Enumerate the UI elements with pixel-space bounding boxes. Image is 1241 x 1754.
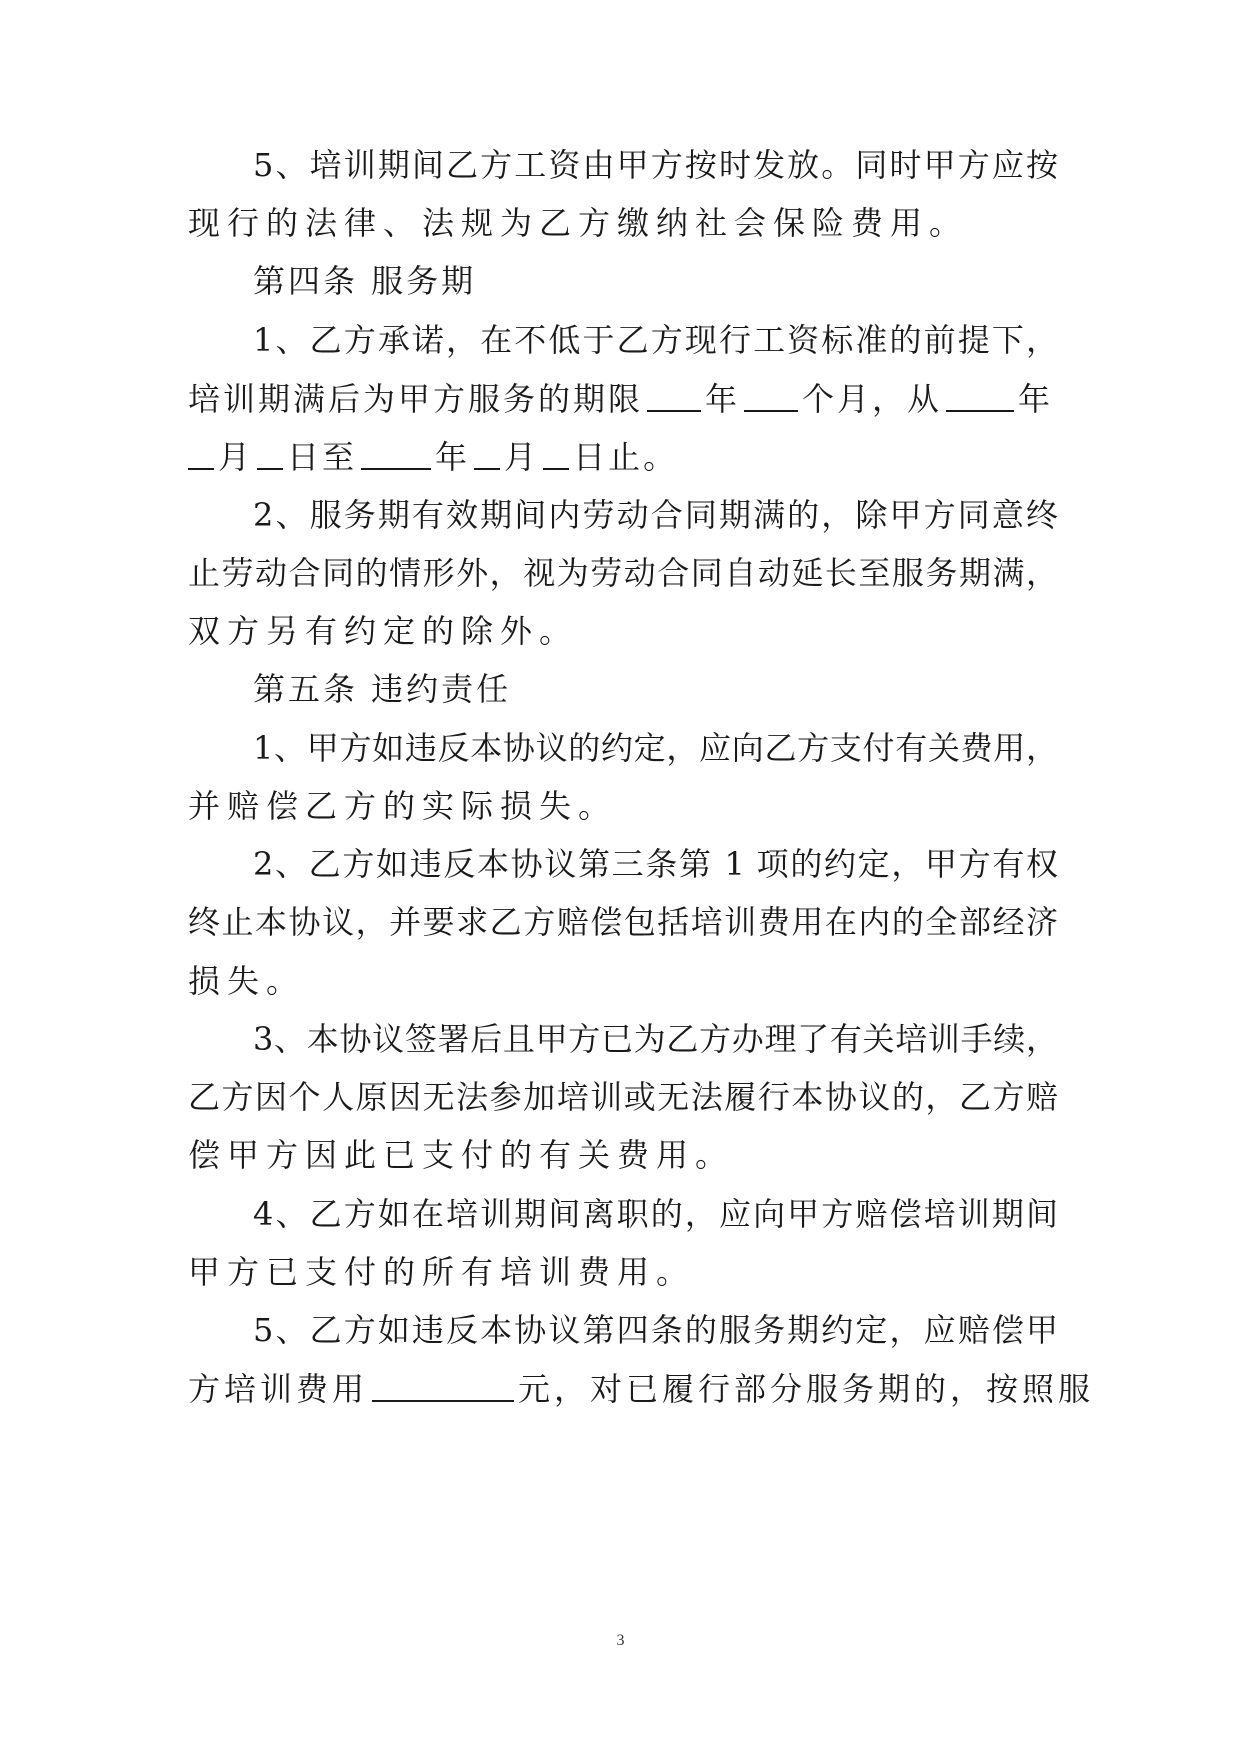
line-text: 年 (435, 438, 471, 476)
line-text: 培训期满后为甲方服务的期限 (188, 380, 644, 418)
line-text: 日至 (287, 438, 358, 476)
paragraph-line: 并赔偿乙方的实际损失。 (188, 787, 618, 825)
paragraph-line: 2、乙方如违反本协议第三条第 1 项的约定，甲方有权 (253, 845, 1058, 883)
section-heading-5: 第五条 违约责任 (253, 670, 512, 708)
paragraph-line: 乙方因个人原因无法参加培训或无法履行本协议的，乙方赔 (188, 1078, 1058, 1116)
blank-end-year[interactable] (361, 436, 431, 470)
page-number: 3 (616, 1632, 625, 1649)
blank-end-day[interactable] (543, 436, 569, 470)
paragraph-line-with-blanks (188, 436, 1058, 476)
paragraph-line: 损失。 (188, 962, 306, 1000)
blank-start-month[interactable] (188, 436, 214, 470)
paragraph-line: 1、甲方如违反本协议的约定，应向乙方支付有关费用， (253, 729, 1058, 767)
blank-start-day[interactable] (257, 436, 283, 470)
line-text: 日止。 (573, 438, 679, 476)
paragraph-line: 3、本协议签署后且甲方已为乙方办理了有关培训手续， (253, 1020, 1058, 1058)
paragraph-line: 偿甲方因此已支付的有关费用。 (188, 1136, 735, 1174)
paragraph-line-with-blanks (188, 1368, 1095, 1408)
paragraph-line: 双方另有约定的除外。 (188, 612, 579, 650)
paragraph-line: 现行的法律、法规为乙方缴纳社会保险费用。 (188, 204, 969, 242)
paragraph-line: 终止本协议，并要求乙方赔偿包括培训费用在内的全部经济 (188, 903, 1058, 941)
paragraph-line: 2、服务期有效期间内劳动合同期满的，除甲方同意终 (253, 496, 1058, 534)
line-text: 元，对已履行部分服务期的，按照服 (518, 1370, 1095, 1408)
section-heading-4: 第四条 服务期 (253, 262, 477, 300)
line-text: 月 (218, 438, 254, 476)
blank-start-year[interactable] (946, 378, 1014, 412)
line-text: 月 (504, 438, 540, 476)
paragraph-line: 甲方已支付的所有培训费用。 (188, 1253, 696, 1291)
line-text: 年 (1018, 380, 1054, 418)
paragraph-line: 止劳动合同的情形外，视为劳动合同自动延长至服务期满， (188, 554, 1058, 592)
line-text: 年 (705, 380, 741, 418)
line-text: 方培训费用 (188, 1370, 369, 1408)
blank-months[interactable] (744, 378, 798, 412)
blank-training-fee[interactable] (372, 1368, 514, 1402)
paragraph-line: 5、培训期间乙方工资由甲方按时发放。同时甲方应按 (253, 146, 1058, 184)
blank-years[interactable] (647, 378, 701, 412)
paragraph-line: 4、乙方如在培训期间离职的，应向甲方赔偿培训期间 (253, 1195, 1058, 1233)
paragraph-line-with-blanks (188, 378, 1058, 418)
line-text: 个月，从 (802, 380, 943, 418)
paragraph-line: 1、乙方承诺，在不低于乙方现行工资标准的前提下， (253, 321, 1058, 359)
paragraph-line: 5、乙方如违反本协议第四条的服务期约定，应赔偿甲 (253, 1311, 1058, 1349)
blank-end-month[interactable] (474, 436, 500, 470)
